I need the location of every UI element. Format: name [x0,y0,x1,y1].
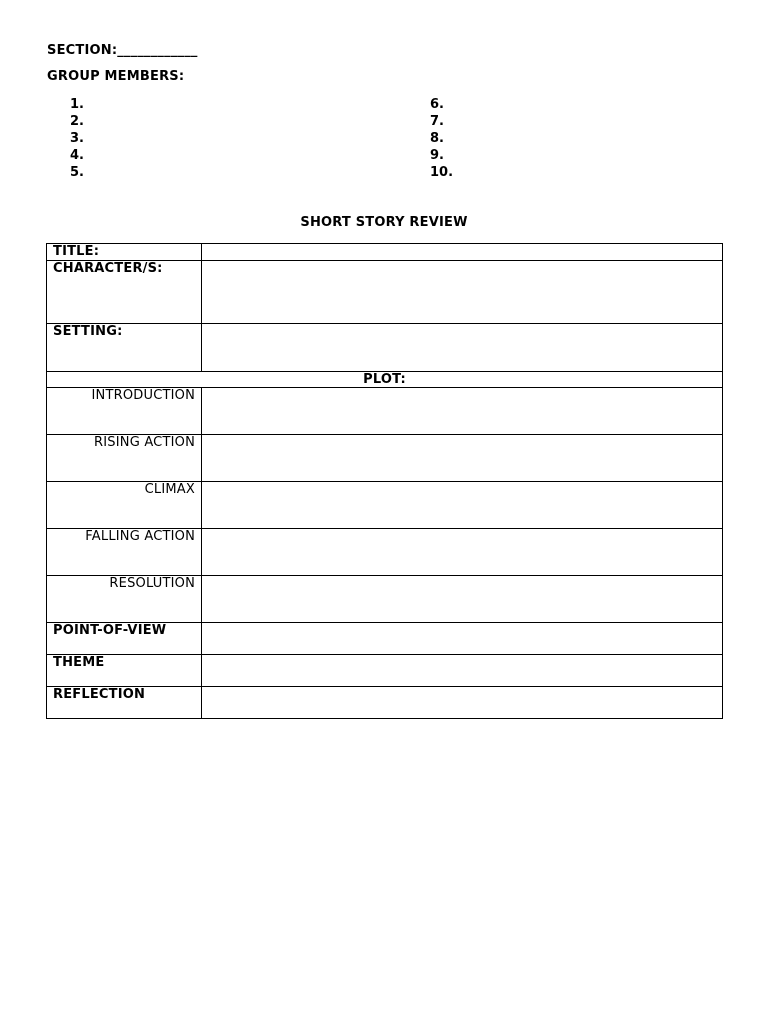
point-of-view-label: POINT-OF-VIEW [47,623,202,655]
theme-answer-cell[interactable] [202,655,723,687]
rising-action-answer-cell[interactable] [202,435,723,482]
falling-action-label: FALLING ACTION [47,529,202,576]
members-list-right [430,96,453,181]
member-number: 7. [430,114,444,129]
member-number: 4. [70,148,84,163]
title-answer-cell[interactable] [202,244,723,261]
introduction-label: INTRODUCTION [47,388,202,435]
member-number: 6. [430,97,444,112]
table-row-plot [47,372,723,388]
table-row-falling-action [47,529,723,576]
characters-label: CHARACTER/S: [47,261,202,324]
member-number: 10. [430,165,454,180]
setting-answer-cell[interactable] [202,324,723,372]
section-label: SECTION:____________ [47,43,198,58]
climax-label: CLIMAX [47,482,202,529]
table-row-climax [47,482,723,529]
member-number: 2. [70,114,84,129]
falling-action-answer-cell[interactable] [202,529,723,576]
table-row-setting [47,324,723,372]
member-number: 1. [70,97,84,112]
table-row-title [47,244,723,261]
table-row-rising-action [47,435,723,482]
table-row-point-of-view [47,623,723,655]
theme-label: THEME [47,655,202,687]
table-row-characters [47,261,723,324]
point-of-view-answer-cell[interactable] [202,623,723,655]
member-number: 5. [70,165,84,180]
table-row-introduction [47,388,723,435]
resolution-label: RESOLUTION [47,576,202,623]
rising-action-label: RISING ACTION [47,435,202,482]
reflection-label: REFLECTION [47,687,202,719]
introduction-answer-cell[interactable] [202,388,723,435]
group-members-label: GROUP MEMBERS: [47,69,185,84]
table-row-resolution [47,576,723,623]
plot-header: PLOT: [47,372,723,388]
members-list-left [70,96,84,181]
climax-answer-cell[interactable] [202,482,723,529]
setting-label: SETTING: [47,324,202,372]
table-row-reflection [47,687,723,719]
resolution-answer-cell[interactable] [202,576,723,623]
reflection-answer-cell[interactable] [202,687,723,719]
member-number: 8. [430,131,444,146]
table-row-theme [47,655,723,687]
story-review-table [46,243,723,719]
member-number: 9. [430,148,444,163]
title-label: TITLE: [47,244,202,261]
form-title: SHORT STORY REVIEW [300,215,468,230]
characters-answer-cell[interactable] [202,261,723,324]
member-number: 3. [70,131,84,146]
